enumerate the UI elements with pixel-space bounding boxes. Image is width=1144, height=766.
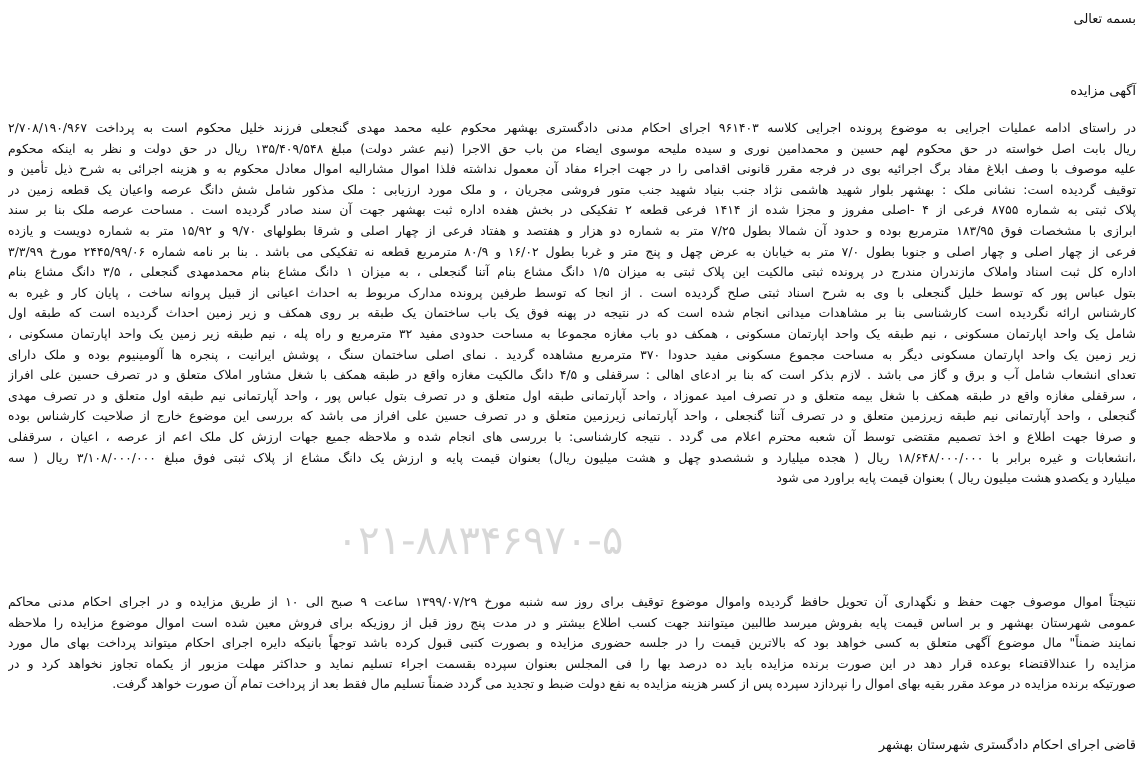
page-title: بسمه تعالی (1073, 12, 1136, 27)
paragraph-line: مزایده را عندالاقتضاء بوعده قرار دهد در این صورت برنده مزایده باید ده درصد بها را فی المجلس بعنوان سپرده بقسمت اجراء تسلیم نماید و حداکثر مهلت مزبور از یکماه تجاوز نخواهد کرد و در (8, 655, 1136, 671)
notice-paragraph-1 (8, 118, 1136, 489)
paragraph-line: زیر زمین یک واحد اپارتمان مسکونی دیگر به مساحت مجموع مسکونی مفید حدودا ۳۷۰ مترمربع مشاهده گردید . نمای اصلی ساختمان سنگ ، پوشش ایرانیت ، پنجره ها آلومینیوم بوده و ملک دارای (8, 346, 1136, 362)
paragraph-line: گنجعلی ، واحد آپارتمانی نیم طبقه زیرزمین متعلق و در تصرف آتنا گنجعلی ، واحد آپارتمانی زیرزمین متعلق و در تصرف حسین علی افراز می باشد که بررسی این موضوع خارج از صلاحیت کارشناس بوده (8, 408, 1136, 424)
paragraph-line: ، سرقفلی مغازه واقع در طبقه همکف با شغل بیمه متعلق و در تصرف امید عموزاد ، واحد آپارتمانی طبقه اول متعلق و در تصرف بتول عباس پور ، واحد آپارتمانی نیم طبقه اول متعلق و در تصرف مهدی (8, 387, 1136, 403)
paragraph-line: فرعی از چهار اصلی و چهار اصلی و جنوبا بطول ۷/۰ متر به خیابان به عرض چهل و پنج متر و غربا بطول ۱۶/۰۲ و ۸۰/۹ مترمربع قطعه نه تفکیکی می باشد . بنا بر نامه شماره ۲۴۴۵/۹۹/۰۶ مورخ ۳/۳/۹۹ (8, 243, 1136, 259)
paragraph-line: ابرازی با مشخصات فوق ۱۸۳/۹۵ مترمربع بوده و حدود آن شمالا بطول ۷/۲۵ متر به شماره دو هزار و هفتصد و هفتاد فرعی از چهار اصلی و شرقا بطولهای ۹/۷۰ و ۱۵/۹۲ متر به شماره دویست و یازده (8, 222, 1136, 238)
notice-paragraph-2 (8, 592, 1136, 695)
paragraph-line: در راستای ادامه عملیات اجرایی به موضوع پرونده اجرایی کلاسه ۹۶۱۴۰۳ اجرای احکام مدنی دادگستری بهشهر محکوم علیه محمد مهدی گنجعلی فرزند خلیل محکوم است به پرداخت ۲/۷۰۸/۱۹۰/۹۶۷ (8, 120, 1136, 135)
paragraph-line: علیه موصوف با وصف ابلاغ مفاد برگ اجرائیه بوی در فرجه مقرر قانونی اقدامی را در جهت اجراء مفاد آن معمول نداشته فلذا اموال مشارالیه اموال معادل محکوم به و هزینه اجرائی به شرح ذیل تأمین و (8, 161, 1136, 177)
watermark-phone: ۰۲۱-۸۸۳۴۶۹۷۰-۵ (336, 518, 624, 564)
notice-heading: آگهی مزایده (1070, 84, 1136, 99)
paragraph-line: ،انشعابات و غیره برابر با ۱۸/۶۴۸/۰۰۰/۰۰۰ ریال ( هجده میلیارد و ششصدو چهل و هشت میلیون ریال) بعنوان قیمت پایه و ارزش یک دانگ مشاع از پلاک ثبتی فوق مبلغ ۳/۱۰۸/۰۰۰/۰۰۰ ریال ( سه (8, 449, 1136, 465)
paragraph-line: شامل یک واحد اپارتمان مسکونی ، نیم طبقه یک واحد اپارتمان مسکونی ، همکف دو باب مغازه مجموعا به مساحت حدودی مفید ۳۲ مترمربع و راه پله ، نیم طبقه زیر زمین یک واحد اپارتمان مسکونی ، (8, 325, 1136, 341)
paragraph-line: کارشناس ارائه نگردیده است کارشناسی بنا بر مشاهدات میدانی انجام شده است که در نتیجه در پهنه فوق یک باب ساختمان یک طبقه بر روی همکف و زیر زمین احداث گردیده است که طبقه اول (8, 305, 1136, 321)
paragraph-line: میلیارد و یکصدو هشت میلیون ریال ) بعنوان قیمت پایه براورد می شود (776, 470, 1136, 486)
paragraph-line: نمایند ضمناً" مال موضوع آگهی متعلق به کسی خواهد بود که بالاترین قیمت را در جلسه حضوری مزایده و بصورت کتبی قبول کرده باشد توجهاً بانیکه دایره اجرای احکام میتواند پرداخت بهای مال مورد (8, 635, 1136, 651)
paragraph-line: بتول عباس پور که توسط خلیل گنجعلی با وی به شرح اسناد ثبتی صلح گردیده است . از انجا که توسط طرفین پرونده مدارک مربوط به احداث اعیانی از قبیل پروانه ساخت ، پایان کار و غیره به (8, 284, 1136, 300)
paragraph-line: عمومی شهرستان بهشهر و بر اساس قیمت پایه بفروش میرسد طالبین میتوانند جهت کسب اطلاع بیشتر و در مدت پنج روز قبل از روزیکه برای فروش معین شده است اموال موضوع مزایده را ملاحظه (8, 614, 1136, 630)
paragraph-line: ریال بابت اصل خواسته در حق محکوم لهم حسین و محمدامین نوری و سیده ملیحه موسوی ایضاء من باب حق الاجرا (نیم عشر دولت) مبلغ ۱۳۵/۴۰۹/۵۴۸ ریال در حق دولت و نظر به اینکه محکوم (8, 140, 1136, 156)
paragraph-line: و صرفا جهت اطلاع و اخذ تصمیم مقتضی توسط آن شعبه محترم اعلام می گردد . نتیجه کارشناسی: با بررسی های انجام شده و ملاحظه جمیع جهات ارزش کل ملک اعم از عرصه ، اعیان ، سرقفلی (8, 428, 1136, 444)
signature-line: قاضی اجرای احکام دادگستری شهرستان بهشهر (878, 738, 1136, 753)
paragraph-line: تعدای انشعاب شامل آب و برق و گاز می باشد . لازم بذکر است که بنا بر ادعای اهالی : سرقفلی و ۴/۵ دانگ مالکیت مغازه واقع در طبقه همکف با شغل مشاور املاک متعلق و در تصرف حسین علی افراز (8, 367, 1136, 383)
paragraph-line: اداره کل ثبت اسناد واملاک مازندران مندرج در پرونده ثبتی مالکیت این پلاک ثبتی به میزان ۱/۵ دانگ مشاع بنام آتنا گنجعلی ، به میزان ۱ دانگ مشاع بنام محمدمهدی گنجعلی ، ۳/۵ دانگ مشاع بنام (8, 264, 1136, 280)
watermark (180, 478, 780, 598)
paragraph-line: پلاک ثبتی به شماره ۸۷۵۵ فرعی از ۴ -اصلی مفروز و مجزا شده از ۱۴۱۴ فرعی قطعه ۲ تفکیکی در بخش هفده اداره ثبت بهشهر جهت آن سند صادر گردیده است . مساحت عرصه ملک بنا بر سند (8, 202, 1136, 218)
paragraph-line: توقیف گردیده است: نشانی ملک : بهشهر بلوار شهید هاشمی نژاد جنب بنیاد شهید جنب متور فروشی مجریان ، و ملک مورد ارزیابی : ملک مذکور شامل شش دانگ عرصه واعیان یک قطعه زمین در (8, 181, 1136, 197)
paragraph-line: صورتیکه برنده مزایده در موعد مقرر بقیه بهای اموال را نپردازد سپرده پس از کسر هزینه مزایده به نفع دولت ضبط و تجدید می گردد ضمناً تسلیم مال فقط بعد از پرداخت تمام آن صورت خواهد گرفت. (112, 676, 1136, 692)
paragraph-line: نتیجتاً اموال موصوف جهت حفظ و نگهداری آن تحویل حافظ گردیده واموال موضوع توقیف برای روز سه شنبه مورخ ۱۳۹۹/۰۷/۲۹ ساعت ۹ صبح الی ۱۰ از طریق مزایده و در اجرای احکام مدنی محاکم (8, 594, 1136, 609)
